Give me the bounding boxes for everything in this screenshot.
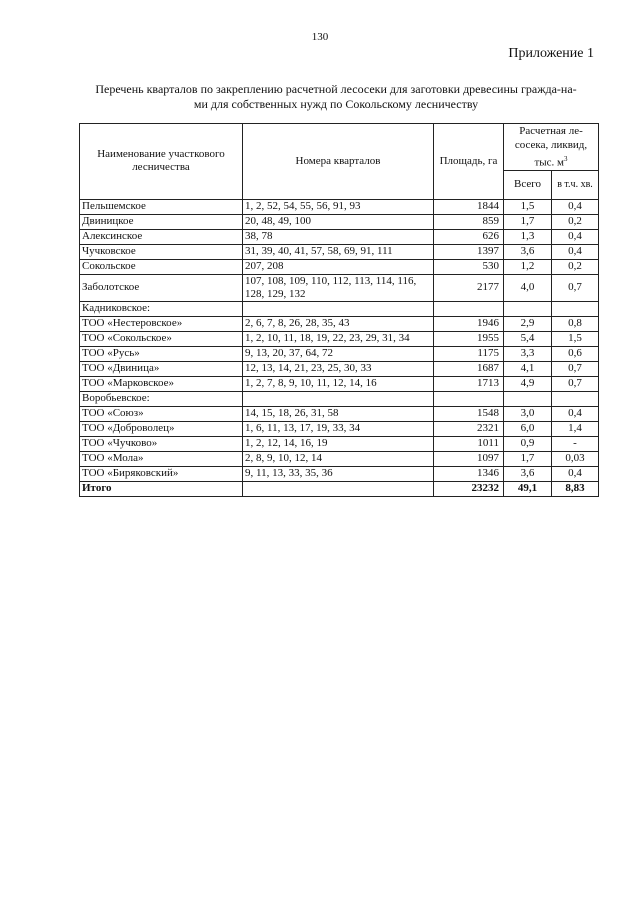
- cell-quarters: 31, 39, 40, 41, 57, 58, 69, 91, 111: [243, 244, 434, 259]
- cell-name: ТОО «Марковское»: [80, 376, 243, 391]
- table-row: [80, 391, 599, 406]
- cell-area: 1955: [434, 331, 504, 346]
- cell-conifer: 0,8: [552, 316, 599, 331]
- cell-area: 1713: [434, 376, 504, 391]
- cell-total: 3,6: [504, 244, 552, 259]
- cell-area: 1946: [434, 316, 504, 331]
- cell-conifer: 0,2: [552, 259, 599, 274]
- table-row: [80, 259, 599, 274]
- cell-quarters: 20, 48, 49, 100: [243, 214, 434, 229]
- cell-name: Воробьевское:: [80, 391, 243, 406]
- header-conifer: в т.ч. хв.: [552, 170, 599, 199]
- table-row: [80, 214, 599, 229]
- table-body: [80, 199, 599, 496]
- cell-total: 2,9: [504, 316, 552, 331]
- cell-quarters: 1, 2, 12, 14, 16, 19: [243, 436, 434, 451]
- cell-name: ТОО «Нестеровское»: [80, 316, 243, 331]
- cell-quarters: [243, 391, 434, 406]
- cell-area: 1687: [434, 361, 504, 376]
- cell-total: 4,1: [504, 361, 552, 376]
- cell-quarters: 2, 6, 7, 8, 26, 28, 35, 43: [243, 316, 434, 331]
- cell-area: 2177: [434, 274, 504, 301]
- cell-area: [434, 391, 504, 406]
- page-number: 130: [311, 31, 329, 43]
- header-cut: [504, 124, 599, 171]
- cell-conifer: 0,4: [552, 199, 599, 214]
- table-row: [80, 421, 599, 436]
- cell-conifer: 0,4: [552, 229, 599, 244]
- cell-name: ТОО «Доброволец»: [80, 421, 243, 436]
- cell-total: 0,9: [504, 436, 552, 451]
- cell-name: ТОО «Двиница»: [80, 361, 243, 376]
- cell-total: 1,7: [504, 214, 552, 229]
- cell-area: 1397: [434, 244, 504, 259]
- header-total: Всего: [504, 170, 552, 199]
- cell-conifer: [552, 301, 599, 316]
- cell-conifer: 0,6: [552, 346, 599, 361]
- cell-name: Сокольское: [80, 259, 243, 274]
- cell-quarters: 2, 8, 9, 10, 12, 14: [243, 451, 434, 466]
- table-row: [80, 436, 599, 451]
- total-quarters: [243, 481, 434, 496]
- cell-name: Кадниковское:: [80, 301, 243, 316]
- cell-total: [504, 301, 552, 316]
- table-row: [80, 346, 599, 361]
- cell-name: ТОО «Сокольское»: [80, 331, 243, 346]
- header-cut-text: Расчетная ле-сосека, ликвид, тыс. м: [514, 125, 588, 169]
- cell-name: Пельшемское: [80, 199, 243, 214]
- cell-conifer: [552, 391, 599, 406]
- cell-name: ТОО «Мола»: [80, 451, 243, 466]
- cell-total: 1,5: [504, 199, 552, 214]
- cell-conifer: 0,7: [552, 274, 599, 301]
- cell-total: 3,3: [504, 346, 552, 361]
- cell-total: 4,0: [504, 274, 552, 301]
- cell-conifer: 0,4: [552, 466, 599, 481]
- table-row: [80, 301, 599, 316]
- cell-name: ТОО «Чучково»: [80, 436, 243, 451]
- table-row: [80, 229, 599, 244]
- cell-conifer: 0,7: [552, 361, 599, 376]
- cell-quarters: 14, 15, 18, 26, 31, 58: [243, 406, 434, 421]
- total-label: Итого: [80, 481, 243, 496]
- cell-quarters: [243, 301, 434, 316]
- cell-name: Заболотское: [80, 274, 243, 301]
- table-row: [80, 316, 599, 331]
- cell-conifer: 0,4: [552, 406, 599, 421]
- title-line-1: Перечень кварталов по закреплению расчетной лесосеки для заготовки древесины гражда-на-: [95, 82, 577, 96]
- cell-total: 4,9: [504, 376, 552, 391]
- cell-name: ТОО «Русь»: [80, 346, 243, 361]
- cell-quarters: 9, 13, 20, 37, 64, 72: [243, 346, 434, 361]
- cell-quarters: 9, 11, 13, 33, 35, 36: [243, 466, 434, 481]
- cell-total: 3,0: [504, 406, 552, 421]
- cell-total: 3,6: [504, 466, 552, 481]
- cell-total: 1,3: [504, 229, 552, 244]
- cell-quarters: 1, 2, 7, 8, 9, 10, 11, 12, 14, 16: [243, 376, 434, 391]
- cell-conifer: 0,2: [552, 214, 599, 229]
- table-row: [80, 274, 599, 301]
- cell-name: Двиницкое: [80, 214, 243, 229]
- cell-area: 1548: [434, 406, 504, 421]
- title-line-2: ми для собственных нужд по Сокольскому лесничеству: [193, 97, 479, 111]
- cell-quarters: 1, 2, 10, 11, 18, 19, 22, 23, 29, 31, 34: [243, 331, 434, 346]
- quarters-table: [79, 123, 599, 497]
- cell-name: Чучковское: [80, 244, 243, 259]
- cell-quarters: 12, 13, 14, 21, 23, 25, 30, 33: [243, 361, 434, 376]
- cell-area: 626: [434, 229, 504, 244]
- cell-conifer: 0,03: [552, 451, 599, 466]
- total-area: 23232: [434, 481, 504, 496]
- cell-total: [504, 391, 552, 406]
- cell-total: 1,2: [504, 259, 552, 274]
- table-row: [80, 376, 599, 391]
- cell-total: 6,0: [504, 421, 552, 436]
- cell-area: 2321: [434, 421, 504, 436]
- cell-quarters: 207, 208: [243, 259, 434, 274]
- header-area: Площадь, га: [434, 124, 504, 200]
- cell-area: 1175: [434, 346, 504, 361]
- cell-conifer: 0,7: [552, 376, 599, 391]
- cell-conifer: 1,5: [552, 331, 599, 346]
- cell-quarters: 38, 78: [243, 229, 434, 244]
- table-row: [80, 331, 599, 346]
- header-quarters: Номера кварталов: [243, 124, 434, 200]
- cell-name: ТОО «Союз»: [80, 406, 243, 421]
- cell-area: 530: [434, 259, 504, 274]
- total-row: [80, 481, 599, 496]
- cell-conifer: 1,4: [552, 421, 599, 436]
- cell-area: 1346: [434, 466, 504, 481]
- header-name: Наименование участкового лесничества: [80, 124, 243, 200]
- cell-area: 859: [434, 214, 504, 229]
- document-title: [72, 82, 600, 112]
- cell-quarters: 1, 2, 52, 54, 55, 56, 91, 93: [243, 199, 434, 214]
- cell-area: 1097: [434, 451, 504, 466]
- cell-name: Алексинское: [80, 229, 243, 244]
- cell-quarters: 107, 108, 109, 110, 112, 113, 114, 116, 128, 129, 132: [243, 274, 434, 301]
- header-cut-sup: 3: [564, 155, 568, 163]
- total-cut: 49,1: [504, 481, 552, 496]
- cell-name: ТОО «Биряковский»: [80, 466, 243, 481]
- table-row: [80, 466, 599, 481]
- cell-area: 1011: [434, 436, 504, 451]
- cell-area: 1844: [434, 199, 504, 214]
- cell-total: 5,4: [504, 331, 552, 346]
- table-row: [80, 361, 599, 376]
- table-row: [80, 244, 599, 259]
- table-row: [80, 406, 599, 421]
- cell-area: [434, 301, 504, 316]
- cell-quarters: 1, 6, 11, 13, 17, 19, 33, 34: [243, 421, 434, 436]
- table-row: [80, 451, 599, 466]
- header-row-1: [80, 124, 599, 171]
- table-row: [80, 199, 599, 214]
- cell-total: 1,7: [504, 451, 552, 466]
- cell-conifer: -: [552, 436, 599, 451]
- appendix-label: Приложение 1: [508, 46, 594, 61]
- total-conifer: 8,83: [552, 481, 599, 496]
- cell-conifer: 0,4: [552, 244, 599, 259]
